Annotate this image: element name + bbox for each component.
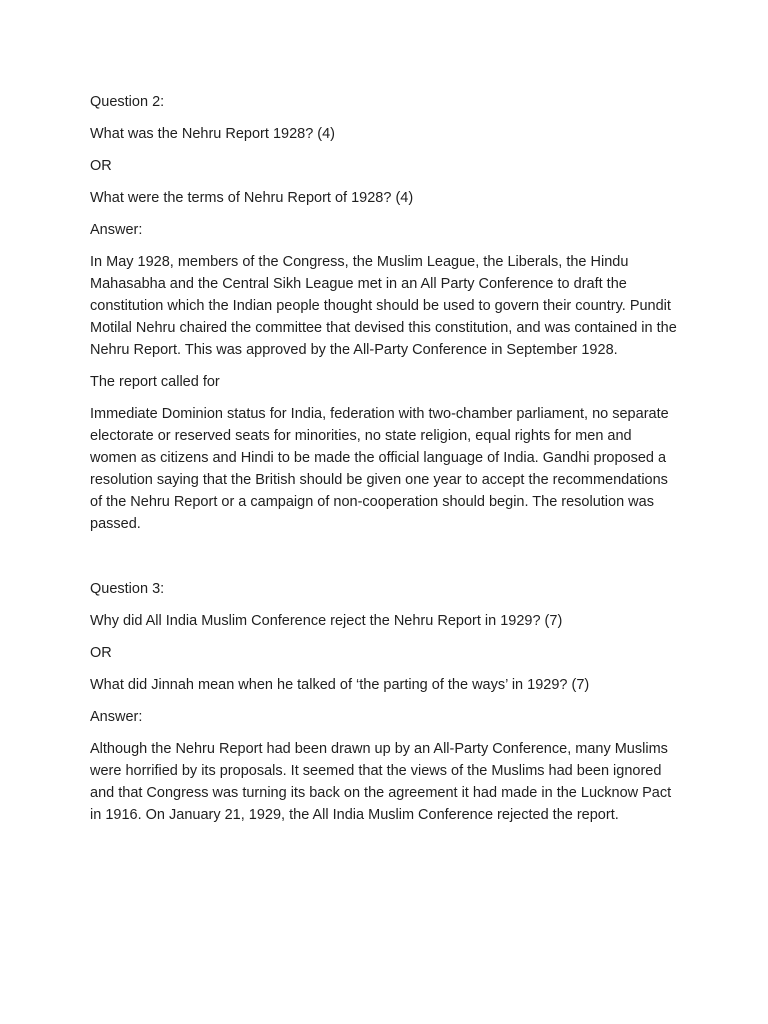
question-2-heading: Question 2: [90,94,165,110]
section-spacer [90,545,680,578]
question-3-or: OR [90,645,112,661]
question-3-answer-paragraph-1: Although the Nehru Report had been drawn up by an All-Party Conference, many Muslims were horrified by its proposals. It seemed that the views of the Muslims had been ignored and that Congress was turning its back on the agreement it had made in the Lucknow Pact in 1916. On January 21, 1929, the All India Muslim Conference rejected the report. [90,741,672,823]
question-3-alt-text: What did Jinnah mean when he talked of ‘the parting of the ways’ in 1929? (7) [90,677,590,693]
question-3-text: Why did All India Muslim Conference reject the Nehru Report in 1929? (7) [90,613,563,629]
question-2-text: What was the Nehru Report 1928? (4) [90,126,336,142]
document-page [90,91,680,836]
question-2-answer-paragraph-2: The report called for [90,374,220,390]
question-2-answer-paragraph-1: In May 1928, members of the Congress, the Muslim League, the Liberals, the Hindu Mahasabha and the Central Sikh League met in an All Party Conference to draft the constitution which the Indian people thought should be used to govern their country. Pundit Motilal Nehru chaired the committee that devised this constitution, and was contained in the Nehru Report. This was approved by the All-Party Conference in September 1928. [90,254,677,358]
question-3-heading: Question 3: [90,581,165,597]
question-2-answer-label: Answer: [90,222,143,238]
question-2-alt-text: What were the terms of Nehru Report of 1928? (4) [90,190,414,206]
question-3-answer-label: Answer: [90,709,143,725]
question-2-or: OR [90,158,112,174]
question-2-answer-paragraph-3: Immediate Dominion status for India, federation with two-chamber parliament, no separate electorate or reserved seats for minorities, no state religion, equal rights for men and women as citizens and Hindi to be made the official language of India. Gandhi proposed a resolution saying that the British should be given one year to accept the recommendations of the Nehru Report or a campaign of non-cooperation should begin. The resolution was passed. [90,406,669,532]
